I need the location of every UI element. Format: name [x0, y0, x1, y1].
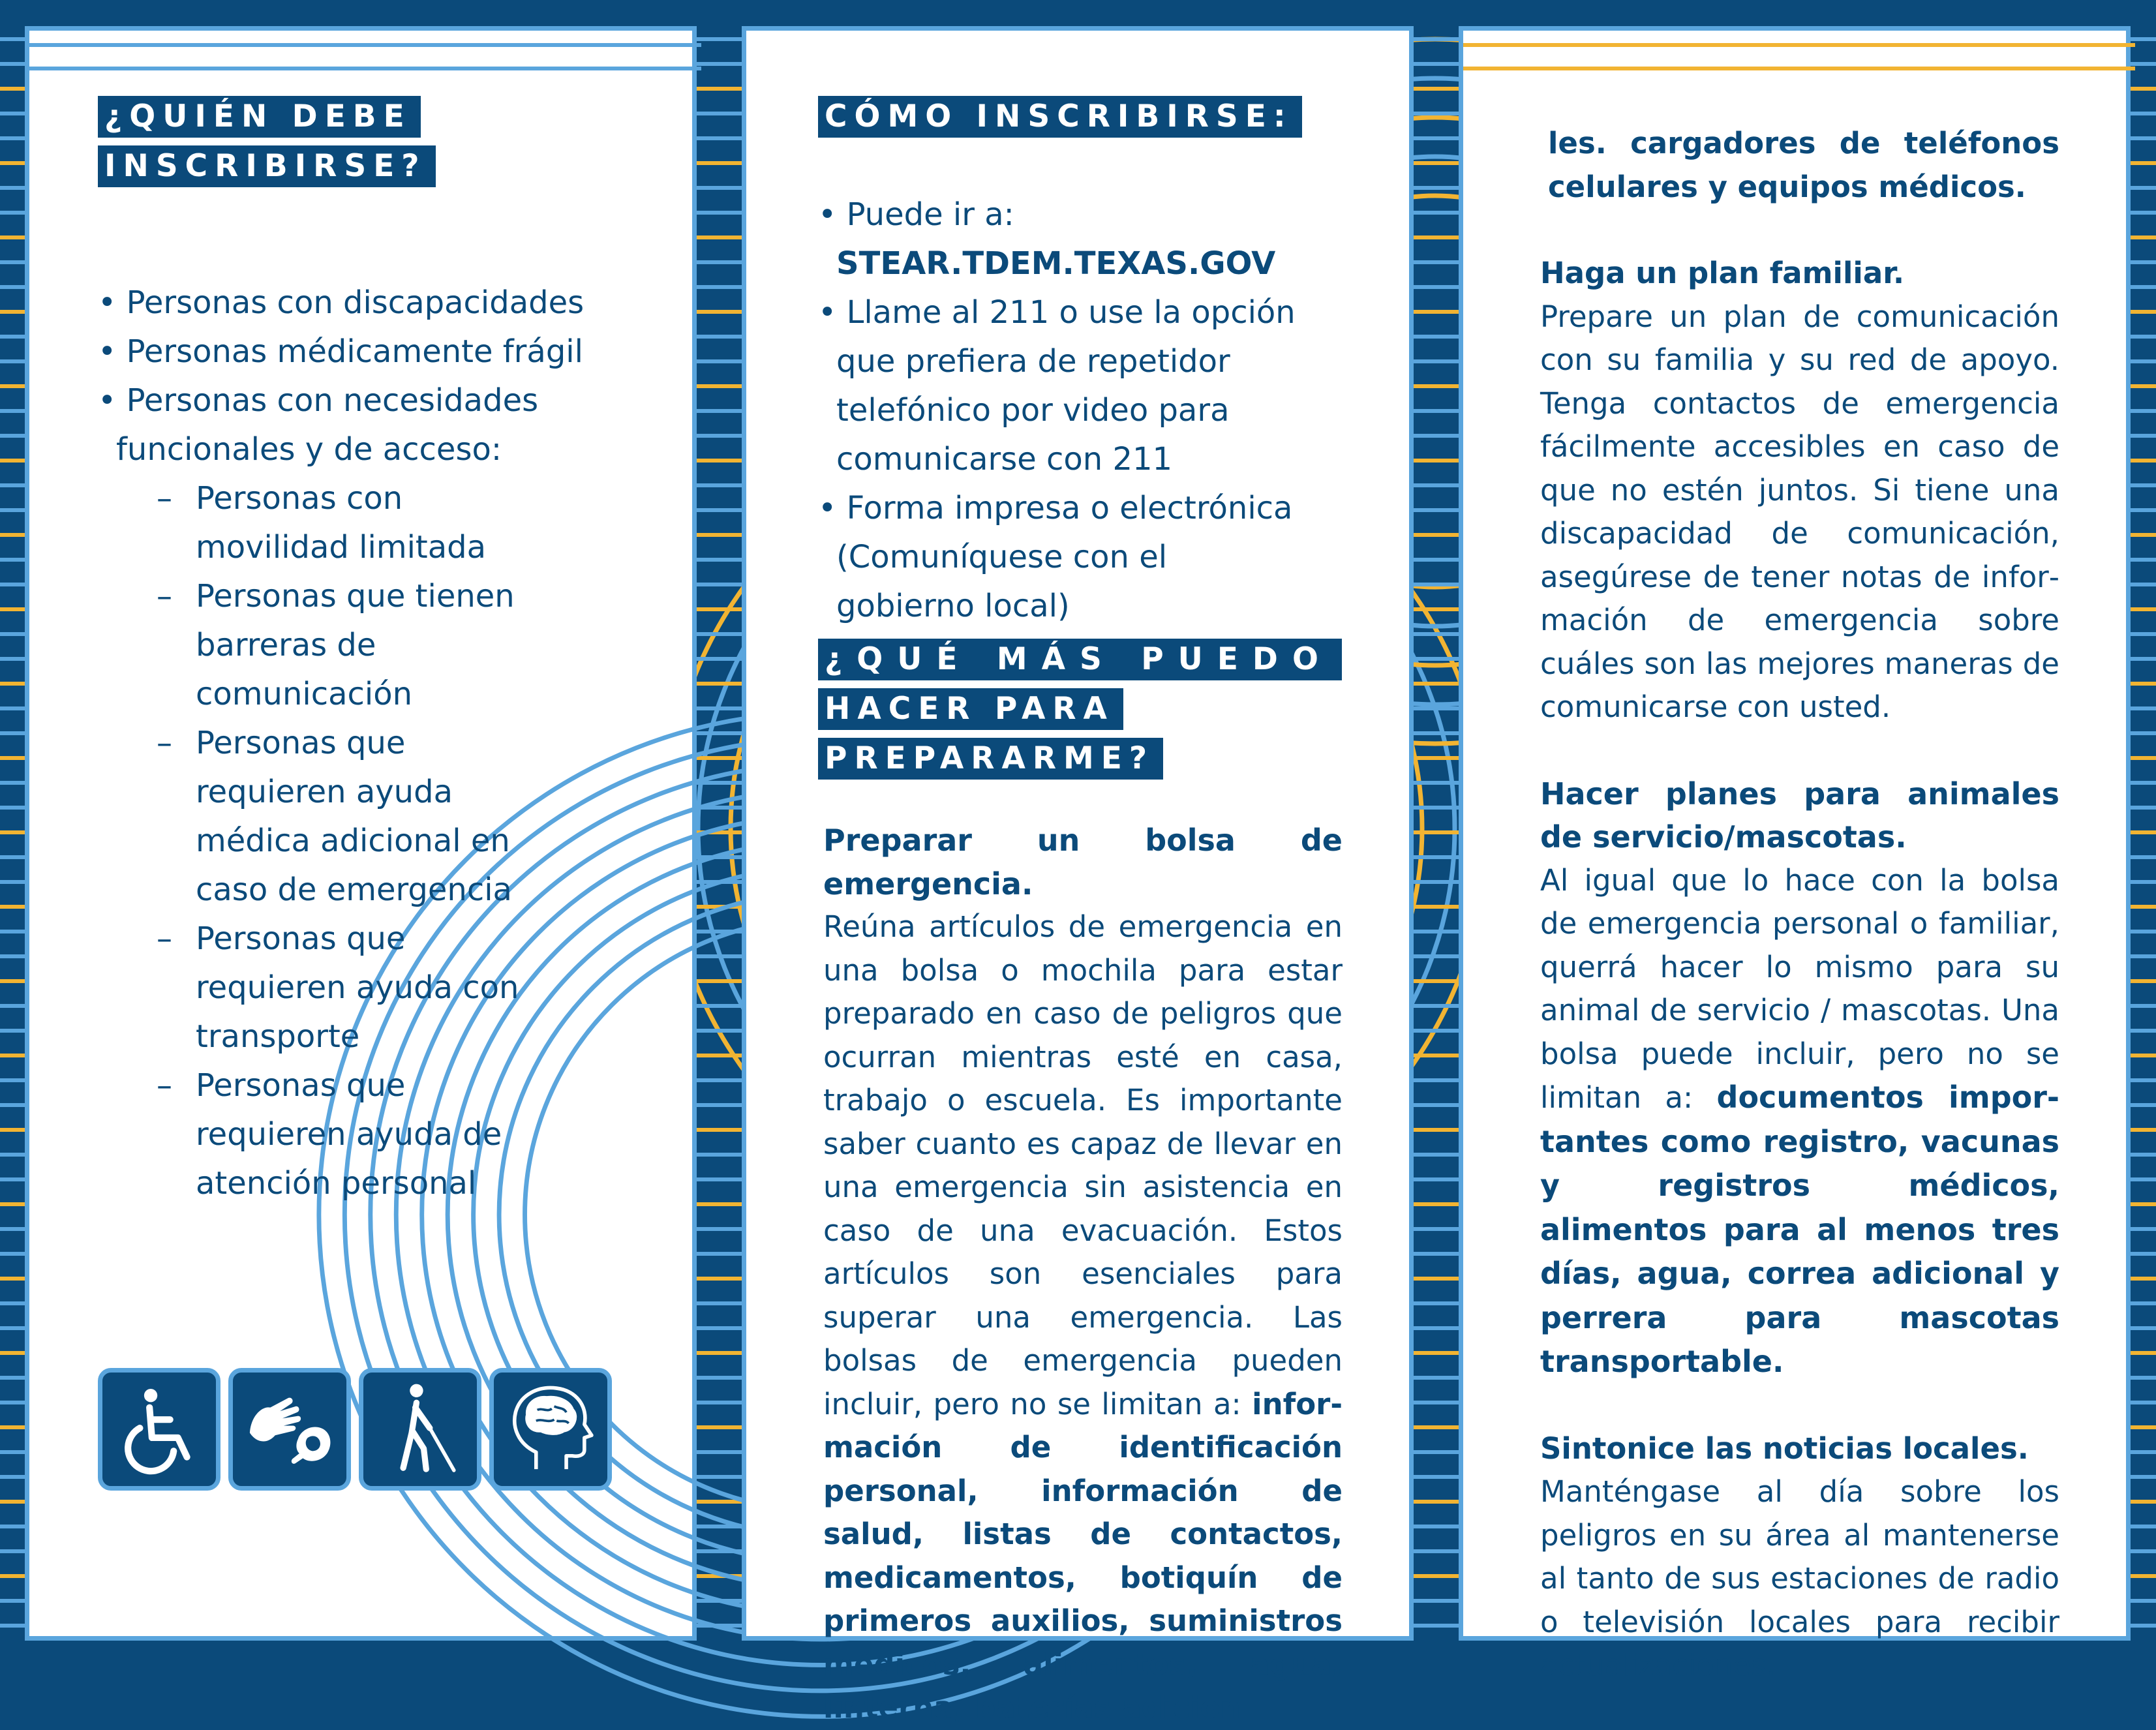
eligibility-subitem-text: requieren ayuda — [196, 774, 453, 810]
registration-line — [818, 582, 1296, 631]
registration-line-text: que prefiera de repetidor — [836, 343, 1230, 380]
pets-plan-text: Al igual que lo hace con la bolsa de emergencia personal o familiar, querrá hacer lo mismo para su animal de servicio / mascotas. Una bolsa puede incluir, pero no se limitan a: — [1540, 862, 2059, 1115]
top-stripes-panel1 — [29, 31, 701, 76]
registration-line-text: telefónico por video para — [836, 392, 1230, 429]
panel-how-to-register — [742, 26, 1414, 1725]
bullet: • — [818, 294, 837, 331]
eligibility-subitem — [29, 915, 685, 964]
eligibility-subitem-text: comunicación — [196, 676, 413, 712]
registration-line — [818, 190, 1296, 239]
eligibility-item — [98, 279, 685, 327]
eligibility-subitem — [29, 523, 685, 572]
heading-line: HACER PARA — [818, 688, 1123, 730]
local-news-text: Manténgase al día sobre los peligros en su área al mantenerse al tanto de sus estaciones de radio o televisión locales para recibir actualizaciones. — [1540, 1474, 2059, 1682]
bullet: • — [98, 382, 117, 419]
eligibility-subitem — [29, 572, 685, 621]
eligibility-item — [98, 376, 685, 425]
eligibility-subitem — [29, 670, 685, 719]
pets-plan-items: documentos importantes como registro, vacunas y registros médicos, alimentos para al menos tres días, agua, correa adicional y perrera para mascotas transportable. — [1540, 1080, 2059, 1379]
eligibility-subitem-text: atención personal — [196, 1165, 477, 1202]
eligibility-subitem — [29, 866, 685, 915]
wheelchair-icon — [98, 1368, 220, 1491]
eligibility-subitem-text: movilidad limitada — [196, 529, 487, 566]
eligibility-subitem — [29, 1110, 685, 1159]
dash: – — [157, 480, 172, 517]
eligibility-subitem — [29, 964, 685, 1012]
registration-line-text: Forma impresa o electrónica — [846, 490, 1293, 526]
bullet: • — [98, 333, 117, 370]
eligibility-subitem — [29, 1012, 685, 1061]
bullet: • — [818, 196, 837, 233]
registration-line — [818, 239, 1296, 288]
bullet: • — [98, 284, 117, 321]
eligibility-item-text: funcionales y de acceso: — [116, 431, 502, 468]
eligibility-item — [98, 327, 685, 376]
eligibility-subitem-text: Personas que tienen — [196, 578, 515, 615]
eligibility-subitem-text: barreras de — [196, 627, 376, 663]
registration-line-text: comunicarse con 211 — [836, 441, 1173, 478]
eligibility-subitem-text: médica adicional en — [196, 823, 510, 859]
bullet: • — [818, 490, 837, 526]
registration-line — [818, 484, 1296, 533]
heading-line: ¿QUÉ MÁS PUEDO — [818, 639, 1342, 680]
eligibility-subitem — [29, 621, 685, 670]
registration-line-text: (Comuníquese con el — [836, 539, 1168, 575]
eligibility-item-text: Personas con necesidades — [126, 382, 539, 419]
registration-line — [818, 288, 1296, 337]
eligibility-subitem-text: Personas que — [196, 1067, 406, 1104]
panel-preparedness-tips — [1459, 26, 2131, 1682]
heading-line: CÓMO INSCRIBIRSE: — [818, 96, 1302, 138]
registration-line — [818, 533, 1296, 582]
sign-language-icon — [228, 1368, 351, 1491]
eligibility-subitem — [29, 1061, 685, 1110]
eligibility-subitem-text: requieren ayuda de — [196, 1116, 502, 1153]
blind-cane-icon — [359, 1368, 481, 1491]
registration-line-text: gobierno local) — [836, 588, 1070, 624]
eligibility-item — [98, 425, 685, 474]
local-news-title: Sintonice las noticias locales. — [1540, 1431, 2029, 1466]
eligibility-item-text: Personas con discapacidades — [126, 284, 585, 321]
eligibility-subitem — [29, 1159, 685, 1208]
emergency-bag-items: información de identificación personal, información de salud, listas de contactos, medicamentos, botiquín de primeros auxilios, suministros médicos, alimentos, agua, linterna, baterías adicion — [823, 1386, 1343, 1725]
cognitive-head-icon — [489, 1368, 612, 1491]
pets-plan-title: Hacer planes para animales de servicio/mascotas. — [1540, 776, 2059, 855]
dash: – — [157, 1067, 172, 1104]
dash: – — [157, 725, 172, 761]
eligibility-subitem — [29, 817, 685, 866]
eligibility-subitem — [29, 474, 685, 523]
eligibility-subitem-text: transporte — [196, 1018, 360, 1055]
eligibility-subitem — [29, 719, 685, 768]
eligibility-list — [98, 279, 685, 1208]
eligibility-subitem-text: requieren ayuda con — [196, 969, 519, 1006]
continued-bag-items: les. cargadores de teléfonos celulares y equipos médicos. — [1548, 126, 2059, 204]
registration-line-text: Llame al 211 o use la opción — [846, 294, 1296, 331]
emergency-bag-title: Preparar un bolsa de emergencia. — [823, 823, 1343, 902]
eligibility-subitem-text: Personas con — [196, 480, 403, 517]
dash: – — [157, 578, 172, 615]
registration-line-text: STEAR.TDEM.TEXAS.GOV — [836, 245, 1276, 282]
registration-line — [818, 435, 1296, 484]
heading-what-else-can-i-do — [818, 639, 1342, 787]
family-plan-text: Prepare un plan de comunicación con su familia y su red de apoyo. Tenga contactos de emergencia fácilmente accesibles en caso de que no estén juntos. Si tiene una discapacidad de comunicación, asegúrese de tener notas de información de emergencia sobre cuáles son las mejores maneras de comunicarse con usted. — [1540, 299, 2059, 724]
heading-line: PREPARARME? — [818, 738, 1163, 780]
eligibility-subitem — [29, 768, 685, 817]
eligibility-subitem-text: Personas que — [196, 920, 406, 957]
heading-line: ¿QUIÉN DEBE — [98, 96, 421, 138]
heading-how-to-register — [818, 96, 1302, 145]
eligibility-subitem-text: Personas que — [196, 725, 406, 761]
registration-methods-list — [818, 190, 1296, 631]
registration-line — [818, 386, 1296, 435]
eligibility-item-text: Personas médicamente frágil — [126, 333, 583, 370]
top-stripes-panel3 — [1463, 31, 2135, 89]
dash: – — [157, 920, 172, 957]
registration-line-text: Puede ir a: — [846, 196, 1014, 233]
emergency-bag-section — [823, 819, 1343, 1730]
eligibility-subitem-text: caso de emergencia — [196, 872, 512, 908]
panel-who-should-register — [25, 26, 697, 1641]
heading-line: INSCRIBIRSE? — [98, 145, 436, 187]
registration-line — [818, 337, 1296, 386]
emergency-bag-text: Reúna artículos de emergencia en una bolsa o mochila para estar preparado en caso de peligros que ocurran mientras esté en casa, trabajo o escuela. Es importante saber cuanto es capaz de llevar en una emergencia sin asistencia en caso de una evacuación. Estos artículos son esenciales para superar una emergencia. Las bolsas de emergencia pueden incluir, pero no se limitan a: — [823, 909, 1343, 1421]
tips-content — [1540, 122, 2059, 1688]
family-plan-title: Haga un plan familiar. — [1540, 256, 1905, 290]
heading-who-should-register — [98, 96, 436, 195]
